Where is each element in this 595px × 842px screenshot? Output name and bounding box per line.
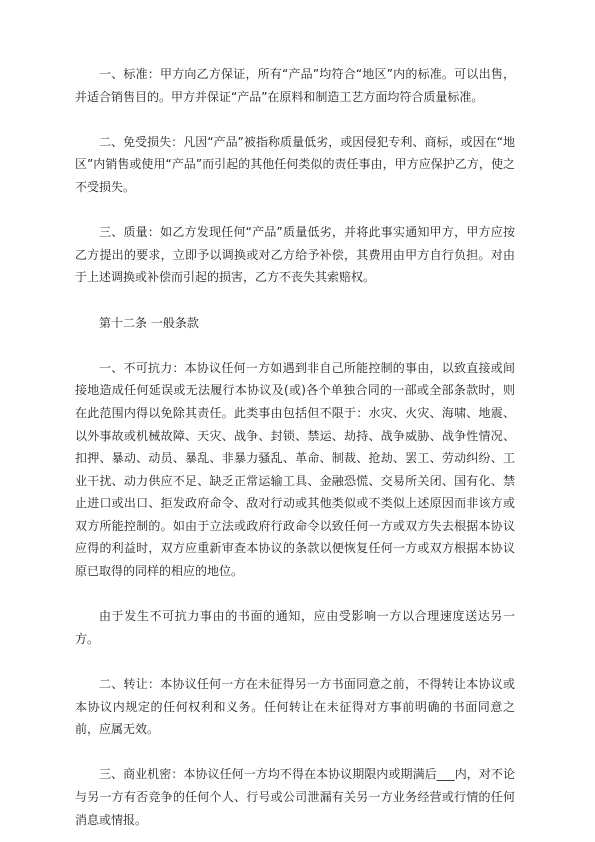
article-12-heading: 第十二条 一般条款 [99, 315, 199, 330]
clause-assignment-paragraph: 二、转让：本协议任何一方在未征得另一方书面同意之前，不得转让本协议或本协议内规定的任何权利和义务。任何转让在未征得对方事前明确的书面同意之前，应属无效。 [75, 677, 515, 737]
paragraph-spacer [75, 741, 515, 764]
paragraph-spacer [75, 199, 515, 222]
paragraph-spacer [75, 650, 515, 673]
clause-confidentiality-paragraph: 三、商业机密：本协议任何一方均不得在本协议期限内或期满后___内，对不论与另一方有否竞争的任何个人、行号或公司泄漏有关另一方业务经营或行情的任何消息或情报。 [75, 767, 515, 827]
force-majeure-notice-paragraph: 由于发生不可抗力事由的书面的通知，应由受影响一方以合理速度送达另一方。 [75, 609, 515, 646]
paragraph-spacer [75, 583, 515, 606]
paragraph-spacer [75, 289, 515, 312]
paragraph-spacer [75, 108, 515, 131]
clause-standard-paragraph: 一、标准：甲方向乙方保证，所有“产品”均符合“地区”内的标准。可以出售，并适合销售目的。甲方并保证“产品”在原料和制造工艺方面均符合质量标准。 [75, 67, 515, 104]
paragraph-spacer [75, 334, 515, 357]
clause-quality-paragraph: 三、质量：如乙方发现任何“产品”质量低劣，并将此事实通知甲方，甲方应按乙方提出的要求，立即予以调换或对乙方给予补偿，其费用由甲方自行负担。对由于上述调换或补偿而引起的损害，乙方不丧失其索赔权。 [75, 225, 515, 285]
clause-force-majeure-paragraph: 一、不可抗力：本协议任何一方如遇到非自己所能控制的事由，以致直接或间接地造成任何延误或无法履行本协议及(或)各个单独合同的一部或全部条款时，则在此范围内得以免除其责任。此类事由包括但不限于：水灾、火灾、海啸、地震、以外事故或机械故障、天灾、战争、封锁、禁运、劫持、战争威胁、战争性情况、扣押、暴动、动员、暴乱、非暴力骚乱、革命、制裁、抢劫、罢工、劳动纠纷、工业干扰、动力供应不足、缺乏正常运输工具、金融恐慌、交易所关闭、国有化、禁止进口或出口、拒发政府命令、敌对行动或其他类似或不类似上述原因而非该方或双方所能控制的。如由于立法或政府行政命令以致任何一方或双方失去根据本协议应得的利益时，双方应重新审查本协议的条款以便恢复任何一方或双方根据本协议原已取得的同样的相应的地位。 [75, 360, 515, 579]
clause-indemnity-paragraph: 二、免受损失：凡因“产品”被指称质量低劣，或因侵犯专利、商标，或因在“地区”内销售或使用“产品”而引起的其他任何类似的责任事由，甲方应保护乙方，使之不受损失。 [75, 134, 515, 194]
